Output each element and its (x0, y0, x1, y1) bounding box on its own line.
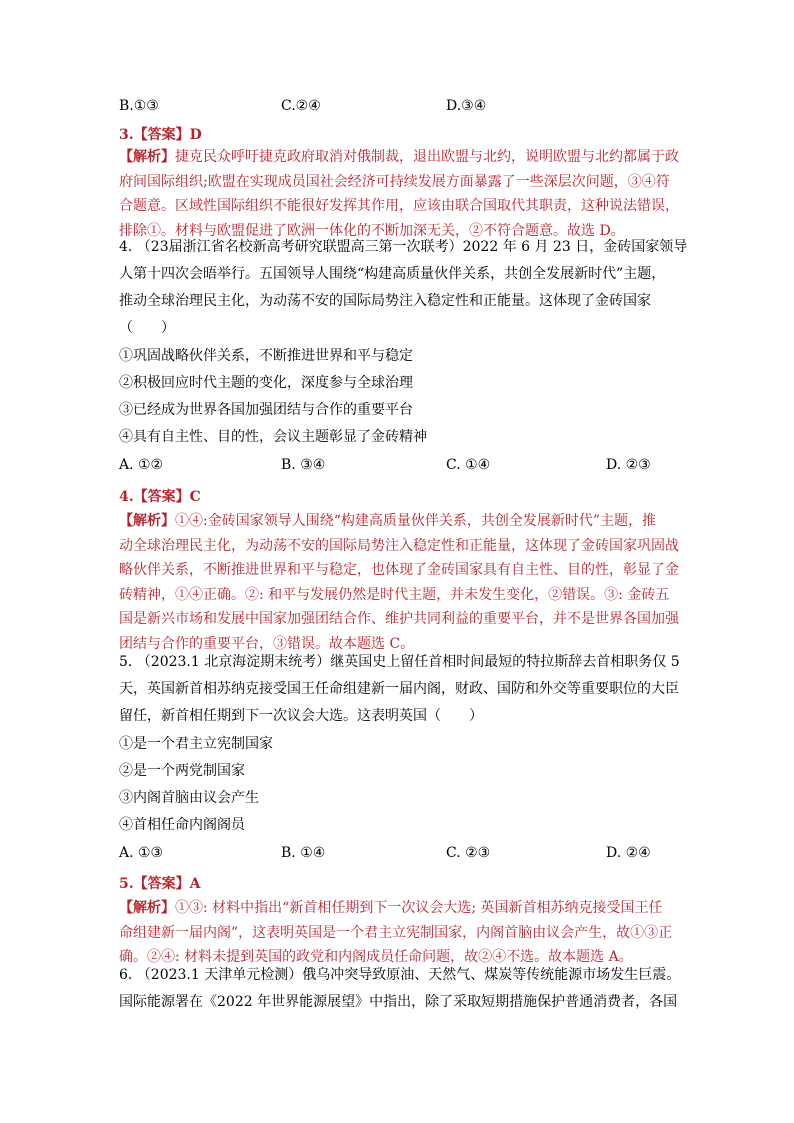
q5-option-b: B. ①④ (281, 845, 326, 861)
q4-stem-line: 推动全球治理民主化，为动荡不安的国际局势注入稳定性和正能量。这体现了金砖国家 (119, 293, 651, 309)
q5-stem-line: 天，英国新首相苏纳克接受国王任命组建新一届内阁，财政、国防和外交等重要职位的大臣 (119, 681, 679, 697)
q4-answer-number: 4. (119, 489, 134, 505)
q3-analysis-line: 府间国际组织;欧盟在实现成员国社会经济可持续发展方面暴露了一些深层次问题，③④符 (119, 173, 670, 190)
q4-answer (119, 487, 201, 507)
q4-analysis-line: 团结与合作的重要平台，③错误。故本题选 C。 (119, 635, 415, 652)
q4-option-c: C. ①④ (446, 457, 491, 473)
q5-analysis-line: ①③: 材料中指出“新首相任期到下一次议会大选; 英国新首相苏纳克接受国王任 (175, 900, 663, 916)
q5-answer (119, 874, 201, 894)
q3-answer-label: 【答案】 (133, 127, 190, 143)
q5-answer-letter: A (189, 876, 201, 892)
q4-analysis-tag: 【解析】 (119, 513, 175, 529)
q5-statement-1: ①是一个君主立宪制国家 (119, 736, 273, 752)
q4-stem-line: 4. （23届浙江省名校新高考研究联盟高三第一次联考）2022 年 6 月 23 日，金砖国家领导 (119, 239, 688, 255)
q4-option-d: D. ②③ (606, 457, 651, 473)
q5-option-c: C. ②③ (446, 845, 491, 861)
q4-analysis-line: ①④:金砖国家领导人围绕“构建高质量伙伴关系，共创全发展新时代”主题，推 (175, 513, 657, 529)
q5-analysis (119, 896, 681, 970)
q5-analysis-tag: 【解析】 (119, 900, 175, 916)
q6-stem-line: 国际能源署在《2022 年世界能源展望》中指出，除了采取短期措施保护普通消费者，各国 (119, 994, 678, 1010)
q5-stem-line: 留任，新首相任期到下一次议会大选。这表明英国（ ） (119, 708, 483, 724)
q4-option-a: A. ①② (119, 457, 164, 473)
q3-analysis-line: 捷克民众呼吁捷克政府取消对俄制裁，退出欧盟与北约，说明欧盟与北约都属于政 (175, 149, 679, 165)
q4-analysis-line: 国是新兴市场和发展中国家加强团结合作、维护共同利益的重要平台，并不是世界各国加强 (119, 611, 679, 627)
q5-option-d: D. ②④ (606, 845, 651, 861)
q2-option-c: C.②④ (281, 98, 321, 114)
q6-stem-line: 6. （2023.1 天津单元检测）俄乌冲突导致原油、天然气、煤炭等传统能源市场发生巨震。 (119, 967, 681, 983)
q3-analysis-tag: 【解析】 (119, 149, 175, 165)
q4-analysis (119, 509, 681, 656)
q4-stem-line: 人第十四次会晤举行。五国领导人围绕“构建高质量伙伴关系，共创全发展新时代”主题， (119, 266, 666, 282)
q3-analysis-line: 排除①。材料与欧盟促进了欧洲一体化的不断加深无关，②不符合题意。故选 D。 (119, 222, 625, 239)
q5-statement-3: ③内阁首脑由议会产生 (119, 790, 259, 806)
q4-statement-2: ②积极回应时代主题的变化，深度参与全球治理 (119, 375, 413, 391)
q5-statement-2: ②是一个两党制国家 (119, 763, 245, 779)
q3-answer-number: 3. (119, 127, 134, 143)
q3-answer-letter: D (189, 127, 202, 143)
q5-statement-4: ④首相任命内阁阁员 (119, 817, 245, 833)
q5-answer-label: 【答案】 (133, 876, 190, 892)
q4-stem-line: （ ） (119, 320, 175, 336)
q4-analysis-line: 略伙伴关系，不断推进世界和平与稳定，也体现了金砖国家具有自主性、目的性，彰显了金 (119, 562, 679, 578)
q2-option-d: D.③④ (446, 98, 487, 114)
q5-option-a: A. ①③ (119, 845, 164, 861)
q5-stem-line: 5. （2023.1 北京海淀期末统考）继英国史上留任首相时间最短的特拉斯辞去首相职务仅 5 (119, 654, 680, 670)
q4-stem (119, 234, 688, 342)
q5-analysis-line: 命组建新一届内阁”，这表明英国是一个君主立宪制国家，内阁首脑由议会产生，故①③正 (119, 924, 673, 941)
q6-stem (119, 962, 683, 1016)
q4-statement-1: ①巩固战略伙伴关系，不断推进世界和平与稳定 (119, 348, 413, 364)
q4-analysis-line: 动全球治理民主化，为动荡不安的国际局势注入稳定性和正能量，这体现了金砖国家巩固战 (119, 537, 679, 554)
q3-analysis-line: 合题意。区域性国际组织不能很好发挥其作用，应该由联合国取代其职责，这种说法错误， (119, 198, 679, 214)
q5-stem (119, 649, 683, 730)
q4-analysis-line: 砖精神，①④正确。②: 和平与发展仍然是时代主题，并未发生变化，②错误。③: 金砖五 (119, 586, 670, 603)
q3-answer (119, 125, 202, 145)
q5-answer-number: 5. (119, 876, 134, 892)
q4-statement-4: ④具有自主性、目的性，会议主题彰显了金砖精神 (119, 429, 427, 445)
q4-answer-label: 【答案】 (133, 489, 190, 505)
q4-option-b: B. ③④ (281, 457, 326, 473)
q4-statement-3: ③已经成为世界各国加强团结与合作的重要平台 (119, 402, 413, 418)
q4-answer-letter: C (189, 489, 201, 505)
q3-analysis (119, 145, 681, 243)
q5-analysis-line: 确。②④: 材料未提到英国的政党和内阁成员任命问题，故②④不选。故本题选 A。 (119, 949, 633, 965)
q2-option-b: B.①③ (119, 98, 159, 114)
